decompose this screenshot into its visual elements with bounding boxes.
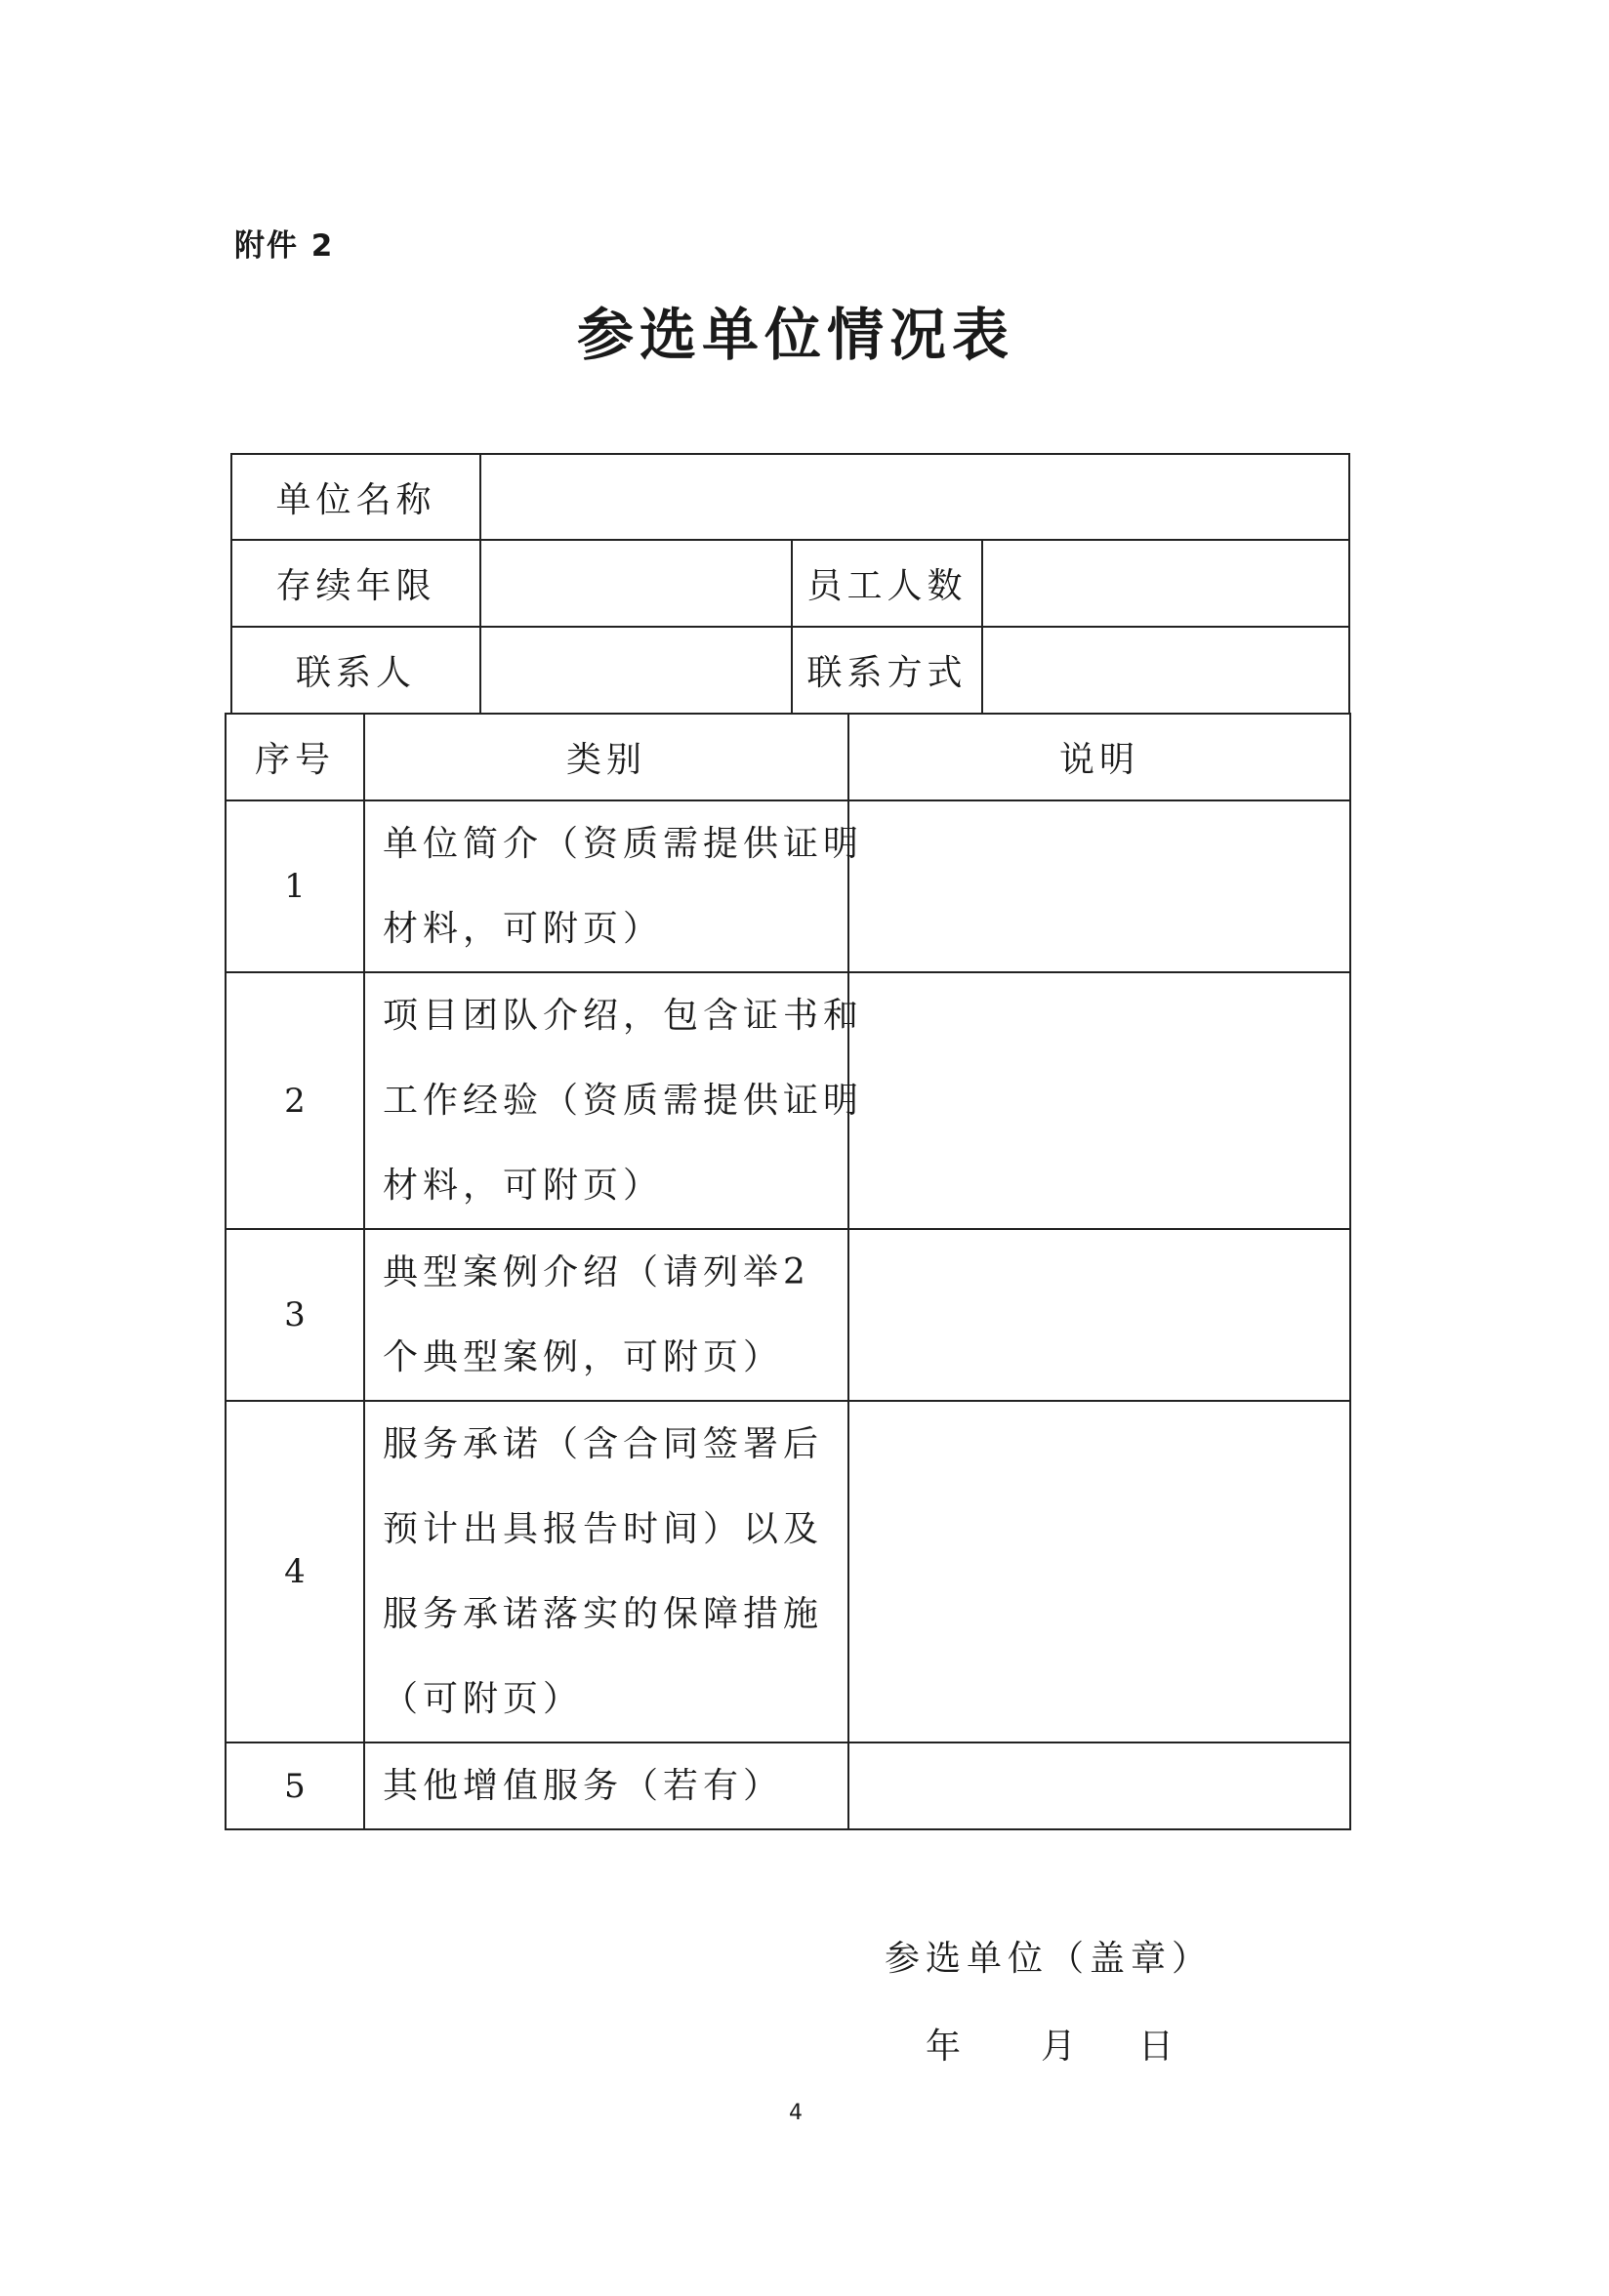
header-index: 序号 <box>226 714 364 800</box>
table-row <box>226 1742 1350 1829</box>
category-line: 服务承诺（含合同签署后 <box>383 1424 824 1464</box>
contact-method-field[interactable] <box>982 627 1349 714</box>
row-category <box>364 1742 848 1829</box>
row-category <box>364 1229 848 1401</box>
page-title: 参选单位情况表 <box>576 302 1014 368</box>
header-description: 说明 <box>848 714 1350 800</box>
row-category <box>364 800 864 972</box>
table-row <box>226 972 1350 1229</box>
row-description-field[interactable] <box>848 800 1350 972</box>
category-line: 工作经验（资质需提供证明 <box>383 1081 864 1121</box>
category-line: 典型案例介绍（请列举2 <box>383 1252 810 1292</box>
row-description-field[interactable] <box>848 1401 1350 1742</box>
info-row-contact <box>231 627 1349 714</box>
category-line: 材料，可附页） <box>383 909 664 949</box>
table-header-row <box>226 714 1350 800</box>
category-line: 其他增值服务（若有） <box>383 1766 784 1806</box>
row-description-field[interactable] <box>848 1229 1350 1401</box>
table-row <box>226 800 1350 972</box>
signature-label: 参选单位（盖章） <box>885 1939 1214 1979</box>
date-month: 月 <box>1041 2027 1077 2067</box>
info-row-unit-name <box>231 454 1349 540</box>
category-line: 预计出具报告时间）以及 <box>383 1509 824 1549</box>
row-index: 2 <box>226 972 364 1229</box>
category-line: 服务承诺落实的保障措施 <box>383 1594 824 1634</box>
employee-count-field[interactable] <box>982 540 1349 627</box>
row-category <box>364 972 864 1229</box>
date-year: 年 <box>926 2027 962 2067</box>
category-line: 个典型案例，可附页） <box>383 1337 784 1377</box>
category-line: （可附页） <box>383 1679 584 1719</box>
date-day: 日 <box>1138 2027 1175 2067</box>
employee-count-label: 员工人数 <box>792 540 982 627</box>
row-description-field[interactable] <box>848 1742 1350 1829</box>
duration-label: 存续年限 <box>231 540 480 627</box>
row-index: 5 <box>226 1742 364 1829</box>
category-table <box>225 713 1351 1830</box>
duration-field[interactable] <box>480 540 792 627</box>
row-index: 4 <box>226 1401 364 1742</box>
row-index: 1 <box>226 800 364 972</box>
contact-person-field[interactable] <box>480 627 792 714</box>
category-line: 单位简介（资质需提供证明 <box>383 824 864 864</box>
header-category: 类别 <box>364 714 848 800</box>
contact-person-label: 联系人 <box>231 627 480 714</box>
table-row <box>226 1401 1350 1742</box>
unit-name-label: 单位名称 <box>231 454 480 540</box>
row-index: 3 <box>226 1229 364 1401</box>
category-line: 材料，可附页） <box>383 1166 664 1206</box>
table-row <box>226 1229 1350 1401</box>
page-number: 4 <box>789 2101 803 2125</box>
unit-name-field[interactable] <box>480 454 1349 540</box>
row-description-field[interactable] <box>848 972 1350 1229</box>
info-table <box>230 453 1350 715</box>
contact-method-label: 联系方式 <box>792 627 982 714</box>
row-category <box>364 1401 848 1742</box>
category-line: 项目团队介绍，包含证书和 <box>383 996 864 1036</box>
info-row-duration <box>231 540 1349 627</box>
attachment-label: 附件 2 <box>234 228 335 264</box>
